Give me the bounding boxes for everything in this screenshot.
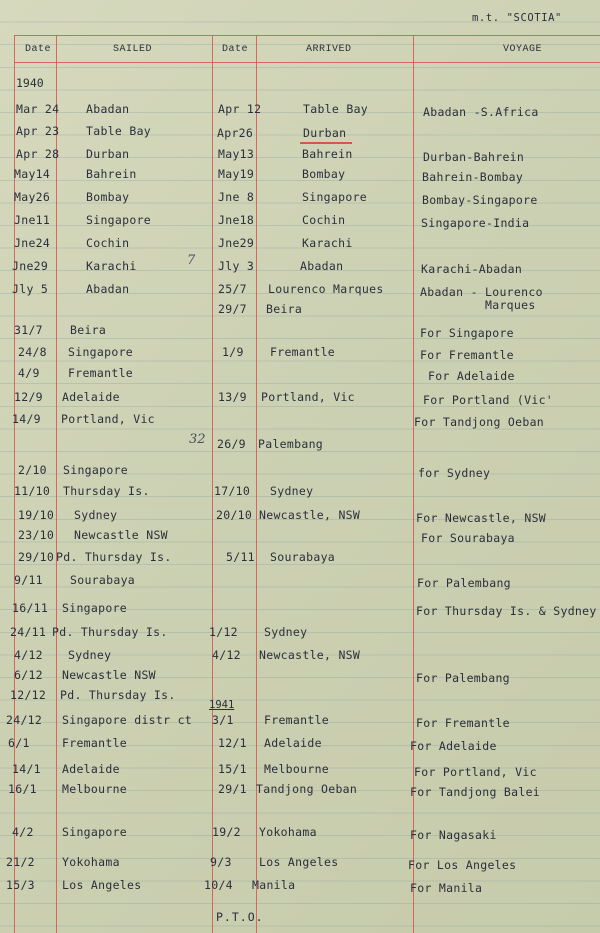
arrived-date: 13/9 — [218, 390, 247, 404]
arrived-port: Newcastle, NSW — [259, 508, 361, 522]
voyage-note: For Palembang — [417, 576, 511, 590]
arrived-port: Newcastle, NSW — [259, 648, 361, 662]
sailed-date: 31/7 — [14, 323, 43, 337]
arrived-date: Apr26 — [217, 126, 254, 140]
arrived-port: Bahrein — [302, 147, 353, 161]
sailed-date: 15/3 — [6, 878, 35, 892]
sailed-port: Beira — [70, 323, 107, 337]
voyage-note: For Sourabaya — [421, 531, 515, 545]
sailed-date: 12/9 — [14, 390, 43, 404]
arrived-date: May13 — [218, 147, 255, 161]
page-turn-over: P.T.O. — [216, 910, 264, 924]
arrived-date: Jne29 — [218, 236, 255, 250]
sailed-date: 4/2 — [12, 825, 34, 839]
sailed-date: 9/11 — [14, 573, 43, 587]
sailed-port: Fremantle — [68, 366, 134, 380]
margin-mark-7: 7 — [187, 253, 196, 268]
arrived-date: 4/12 — [212, 648, 241, 662]
durban-underline — [300, 142, 352, 144]
sailed-date: May14 — [14, 167, 51, 181]
sailed-date: 24/12 — [6, 713, 43, 727]
sailed-date: May26 — [14, 190, 51, 204]
vessel-name: m.t. "SCOTIA" — [472, 12, 562, 24]
sailed-port: Abadan — [86, 102, 130, 116]
sailed-date: Jne11 — [14, 213, 51, 227]
voyage-note: For Nagasaki — [410, 828, 497, 842]
sailed-date: Jne29 — [12, 259, 49, 273]
rule-sailed — [56, 35, 57, 933]
arrived-date: 12/1 — [218, 736, 247, 750]
voyage-note-continued: Marques — [485, 298, 536, 312]
arrived-date: 1/12 — [209, 625, 238, 639]
voyage-note: For Fremantle — [416, 716, 510, 730]
arrived-date: 26/9 — [217, 437, 246, 451]
arrived-date: 9/3 — [210, 855, 232, 869]
voyage-note: Karachi-Abadan — [421, 262, 523, 276]
sailed-port: Fremantle — [62, 736, 128, 750]
arrived-port: Sydney — [270, 484, 314, 498]
voyage-note: For Tandjong Oeban — [414, 415, 545, 429]
sailed-date: Jne24 — [14, 236, 51, 250]
sailed-port: Portland, Vic — [61, 412, 155, 426]
arrived-date: 10/4 — [204, 878, 233, 892]
sailed-port: Newcastle NSW — [74, 528, 168, 542]
arrived-date: 1/9 — [222, 345, 244, 359]
voyage-note: Durban-Bahrein — [423, 150, 525, 164]
arrived-port: Abadan — [300, 259, 344, 273]
arrived-port: Durban — [303, 126, 347, 140]
rule-arrived — [256, 35, 257, 933]
sailed-port: Yokohama — [62, 855, 120, 869]
header-date-sailed: Date — [25, 44, 52, 55]
arrived-port: Table Bay — [303, 102, 369, 116]
sailed-port: Newcastle NSW — [62, 668, 156, 682]
arrived-date: Apr 12 — [218, 102, 262, 116]
voyage-note: For Thursday Is. & Sydney — [416, 604, 597, 618]
arrived-port: Adelaide — [264, 736, 322, 750]
voyage-note: Bombay-Singapore — [422, 193, 538, 207]
arrived-date: 25/7 — [218, 282, 247, 296]
arrived-port: Manila — [252, 878, 296, 892]
voyage-note: For Portland (Vic' — [423, 393, 554, 407]
sailed-date: 19/10 — [18, 508, 55, 522]
voyage-note: For Palembang — [416, 671, 510, 685]
voyage-note: Bahrein-Bombay — [422, 170, 524, 184]
sailed-port: Durban — [86, 147, 130, 161]
arrived-port: Fremantle — [264, 713, 330, 727]
arrived-port: Cochin — [302, 213, 346, 227]
voyage-note: Singapore-India — [421, 216, 530, 230]
sailed-port: Melbourne — [62, 782, 128, 796]
voyage-note: For Fremantle — [420, 348, 514, 362]
arrived-date: 15/1 — [218, 762, 247, 776]
voyage-note: For Tandjong Balei — [410, 785, 541, 799]
header-sailed: SAILED — [113, 44, 153, 55]
voyage-note: Abadan -S.Africa — [423, 105, 539, 119]
voyage-note: For Adelaide — [428, 369, 515, 383]
arrived-port: Los Angeles — [259, 855, 339, 869]
arrived-port: Beira — [266, 302, 303, 316]
sailed-port: Bahrein — [86, 167, 137, 181]
sailed-port: Los Angeles — [62, 878, 142, 892]
sailed-date: 4/12 — [14, 648, 43, 662]
arrived-date: Jne18 — [218, 213, 255, 227]
arrived-date: 17/10 — [214, 484, 251, 498]
year-1941: 1941 — [209, 699, 235, 711]
voyage-note: For Manila — [410, 881, 483, 895]
sailed-port: Adelaide — [62, 390, 120, 404]
voyage-note: For Newcastle, NSW — [416, 511, 547, 525]
arrived-port: Yokohama — [259, 825, 317, 839]
rule-date2 — [212, 35, 213, 933]
arrived-port: Sydney — [264, 625, 308, 639]
sailed-port: Singapore — [68, 345, 134, 359]
sailed-port: Table Bay — [86, 124, 152, 138]
sailed-date: 23/10 — [18, 528, 55, 542]
sailed-date: 6/12 — [14, 668, 43, 682]
sailed-date: Apr 23 — [16, 124, 60, 138]
sailed-date: 4/9 — [18, 366, 40, 380]
sailed-port: Sourabaya — [70, 573, 136, 587]
sailed-date: 16/1 — [8, 782, 37, 796]
arrived-port: Melbourne — [264, 762, 330, 776]
sailed-port: Singapore — [62, 601, 128, 615]
sailed-port: Singapore — [86, 213, 152, 227]
sailed-port: Pd. Thursday Is. — [60, 688, 176, 702]
sailed-port: Cochin — [86, 236, 130, 250]
arrived-date: 3/1 — [212, 713, 234, 727]
sailed-port: Bombay — [86, 190, 130, 204]
sailed-port: Abadan — [86, 282, 130, 296]
arrived-date: Jly 3 — [218, 259, 255, 273]
sailed-date: 24/8 — [18, 345, 47, 359]
arrived-date: 29/1 — [218, 782, 247, 796]
sailed-date: 29/10 — [18, 550, 55, 564]
sailed-date: 6/1 — [8, 736, 30, 750]
arrived-date: 19/2 — [212, 825, 241, 839]
sailed-date: 16/11 — [12, 601, 49, 615]
arrived-date: May19 — [218, 167, 255, 181]
voyage-note: For Adelaide — [410, 739, 497, 753]
arrived-port: Lourenco Marques — [268, 282, 384, 296]
arrived-port: Sourabaya — [270, 550, 336, 564]
sailed-port: Thursday Is. — [63, 484, 150, 498]
sailed-date: Apr 28 — [16, 147, 60, 161]
sailed-date: 24/11 — [10, 625, 47, 639]
sailed-date: 14/1 — [12, 762, 41, 776]
sailed-port: Sydney — [68, 648, 112, 662]
sailed-date: 2/10 — [18, 463, 47, 477]
arrived-port: Portland, Vic — [261, 390, 355, 404]
sailed-port: Singapore — [62, 825, 128, 839]
arrived-date: 20/10 — [216, 508, 253, 522]
sailed-port: Singapore — [63, 463, 129, 477]
arrived-port: Fremantle — [270, 345, 336, 359]
arrived-port: Singapore — [302, 190, 368, 204]
header-arrived: ARRIVED — [306, 44, 352, 55]
margin-mark-32: 32 — [189, 432, 206, 447]
sailed-date: 14/9 — [12, 412, 41, 426]
sailed-date: 21/2 — [6, 855, 35, 869]
sailed-port: Adelaide — [62, 762, 120, 776]
sailed-port: Sydney — [74, 508, 118, 522]
sailed-port: Pd. Thursday Is. — [56, 550, 172, 564]
sailed-date: Mar 24 — [16, 102, 60, 116]
arrived-port: Palembang — [258, 437, 324, 451]
year-1940: 1940 — [16, 76, 44, 90]
header-date-arrived: Date — [222, 44, 249, 55]
arrived-port: Karachi — [302, 236, 353, 250]
arrived-date: 29/7 — [218, 302, 247, 316]
voyage-note: for Sydney — [418, 466, 491, 480]
header-bottom-rule — [14, 62, 600, 63]
sailed-port: Singapore distr ct — [62, 713, 193, 727]
arrived-port: Tandjong Oeban — [256, 782, 358, 796]
voyage-note: For Singapore — [420, 326, 514, 340]
arrived-date: Jne 8 — [218, 190, 255, 204]
sailed-date: 12/12 — [10, 688, 47, 702]
header-top-rule — [14, 35, 600, 36]
header-voyage: VOYAGE — [503, 44, 543, 55]
arrived-port: Bombay — [302, 167, 346, 181]
sailed-port: Pd. Thursday Is. — [52, 625, 168, 639]
sailed-port: Karachi — [86, 259, 137, 273]
voyage-note: Abadan - Lourenco — [420, 285, 543, 299]
arrived-date: 5/11 — [226, 550, 255, 564]
voyage-note: For Los Angeles — [408, 858, 517, 872]
sailed-date: 11/10 — [14, 484, 51, 498]
voyage-note: For Portland, Vic — [414, 765, 537, 779]
sailed-date: Jly 5 — [12, 282, 49, 296]
